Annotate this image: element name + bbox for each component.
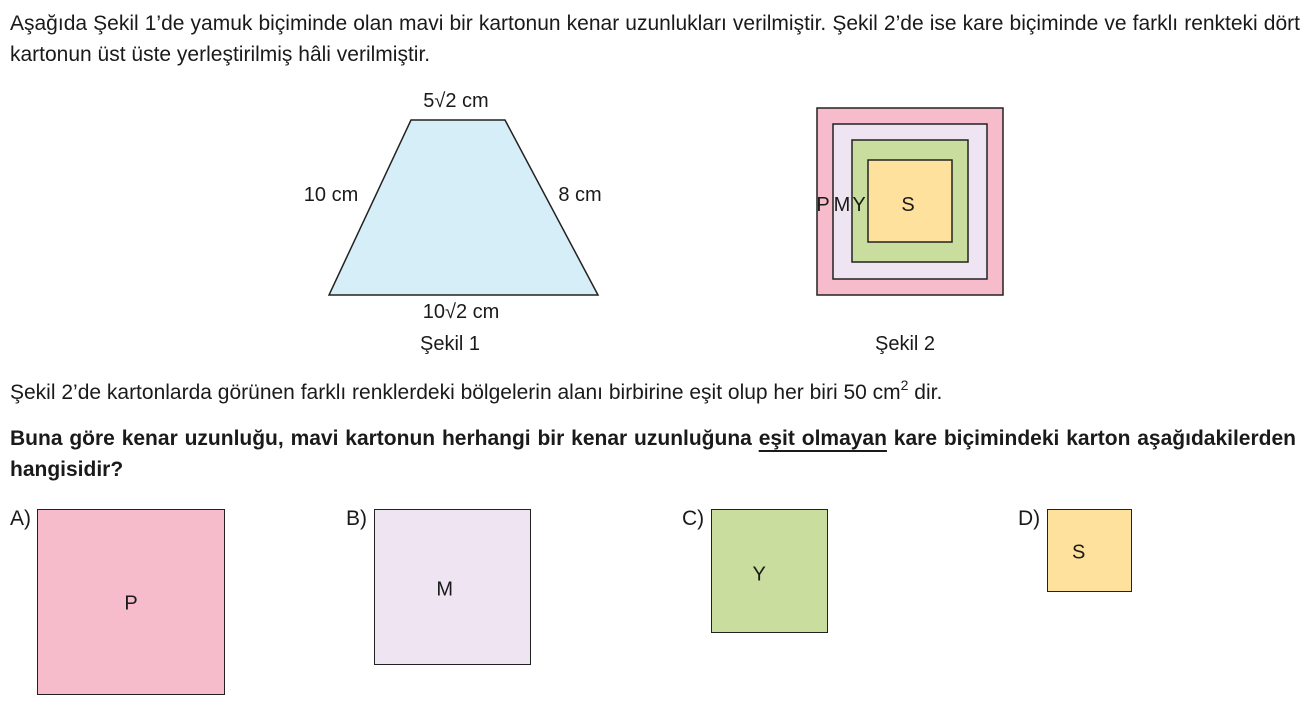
label-y: Y — [852, 194, 866, 216]
option-c-label[interactable]: C) — [682, 507, 705, 530]
option-d-square[interactable] — [1047, 509, 1132, 592]
option-a-label[interactable]: A) — [10, 507, 31, 530]
question-underlined: eşit olmayan — [758, 427, 887, 450]
trapezoid-right-label: 8 cm — [558, 184, 602, 206]
figure1-caption: Şekil 1 — [419, 333, 481, 355]
option-b-letter: M — [436, 578, 454, 601]
option-d-letter: S — [1072, 541, 1086, 564]
blue-trapezoid — [329, 120, 598, 295]
trapezoid-top-label: 5√2 cm — [423, 90, 489, 112]
option-d-label[interactable]: D) — [1018, 507, 1041, 530]
statement-superscript: 2 — [900, 377, 909, 393]
trapezoid-bottom-label: 10√2 cm — [422, 301, 500, 323]
statement-main: Şekil 2’de kartonlarda görünen farklı renklerdeki bölgelerin alanı birbirine eşit olup her biri 50 cm — [10, 381, 901, 404]
question-part1: Buna göre kenar uzunluğu, mavi kartonun herhangi bir kenar uzunluğuna — [10, 427, 759, 450]
trapezoid-left-label: 10 cm — [303, 184, 359, 206]
question-text — [10, 423, 1296, 485]
label-m: M — [833, 194, 851, 216]
intro-text: Aşağıda Şekil 1’de yamuk biçiminde olan mavi bir kartonun kenar uzunlukları verilmiştir. Şekil 2’de ise kare biçiminde ve farklı renkteki dört kartonun üst üste yerleştirilmiş hâli verilmiştir. — [10, 12, 1300, 66]
option-a-square[interactable] — [37, 509, 225, 695]
option-b-square[interactable] — [374, 509, 531, 665]
label-p: P — [816, 194, 830, 216]
option-c-square[interactable] — [711, 509, 828, 633]
statement-text — [10, 377, 942, 408]
label-s: S — [901, 194, 915, 216]
option-a-letter: P — [124, 592, 138, 615]
option-b-label[interactable]: B) — [346, 507, 367, 530]
option-c-letter: Y — [752, 563, 766, 586]
question-part2: kare biçimindeki karton aşağıdakilerden hangisidir? — [10, 427, 1296, 481]
statement-end: dir. — [908, 381, 943, 404]
figure2-caption: Şekil 2 — [874, 333, 936, 355]
